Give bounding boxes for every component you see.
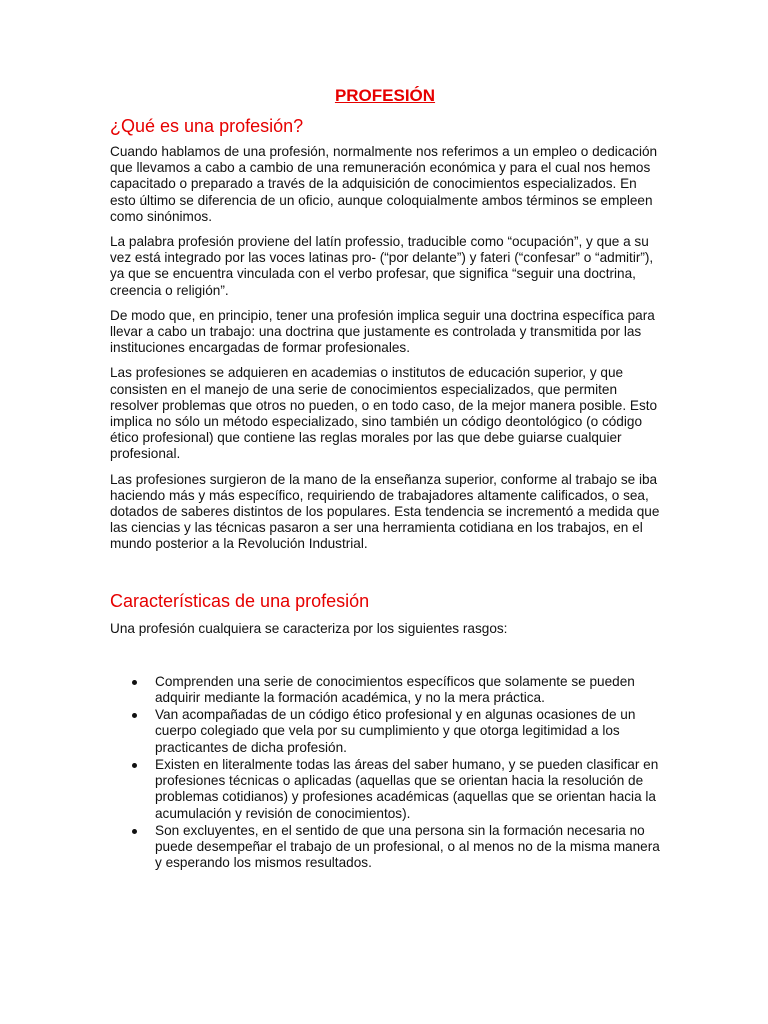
bullet-icon [132,713,137,718]
bullet-icon [132,829,137,834]
characteristics-intro: Una profesión cualquiera se caracteriza por los siguientes rasgos: [110,620,508,636]
section-heading-caracteristicas: Características de una profesión [110,590,370,611]
list-item [110,674,660,706]
paragraph-1: Cuando hablamos de una profesión, normalmente nos referimos a un empleo o dedicación que llevamos a cabo a cambio de una remuneración económica y para el cual nos hemos capacitado o preparado a través de la adquisición de conocimientos especializados. En esto último se diferencia de un oficio, aunque coloquialmente ambos términos se empleen como sinónimos. [110,144,658,224]
characteristics-list [110,674,660,871]
document-title: PROFESIÓN [334,86,436,105]
paragraph-4: Las profesiones se adquieren en academias o institutos de educación superior, y que consisten en el manejo de una serie de conocimientos especializados, que permiten resolver problemas que otros no pueden, o en todo caso, de la mejor manera posible. Esto implica no sólo un método especializado, sino también un código deontológico (o código ético profesional) que contiene las reglas morales por las que debe guiarse cualquier profesional. [110,365,658,462]
list-item [110,823,660,872]
list-item [110,757,660,822]
bullet-icon [132,680,137,685]
list-item-text: Comprenden una serie de conocimientos específicos que solamente se pueden adquirir mediante la formación académica, y no la mera práctica. [155,673,635,706]
paragraph-5: Las profesiones surgieron de la mano de la enseñanza superior, conforme al trabajo se iba haciendo más y más específico, requiriendo de trabajadores altamente calificados, o sea, dotados de saberes distintos de los populares. Esta tendencia se incrementó a medida que las ciencias y las técnicas pasaron a ser una herramienta cotidiana en los trabajos, en el mundo posterior a la Revolución Industrial. [110,471,660,552]
list-item-text: Van acompañadas de un código ético profesional y en algunas ocasiones de un cuerpo colegiado que vela por su cumplimiento y que otorga legitimidad a los practicantes de dicha profesión. [155,707,636,755]
document-page [110,86,660,872]
paragraph-2: La palabra profesión proviene del latín professio, traducible como “ocupación”, y que a su vez está integrado por las voces latinas pro- (“por delante”) y fateri (“confesar” o “admitir”), ya que se encuentra vinculada con el verbo profesar, que significa “seguir una doctrina, creencia o religión”. [110,234,654,298]
list-item-text: Existen en literalmente todas las áreas del saber humano, y se pueden clasificar en profesiones técnicas o aplicadas (aquellas que se orientan hacia la resolución de problemas cotidianos) y profesiones académicas (aquellas que se orientan hacia la acumulación y revisión de conocimientos). [155,756,659,821]
paragraph-3: De modo que, en principio, tener una profesión implica seguir una doctrina específica para llevar a cabo un trabajo: una doctrina que justamente es controlada y transmitida por las instituciones encargadas de formar profesionales. [110,307,655,356]
list-item [110,707,660,756]
section-heading-que-es: ¿Qué es una profesión? [110,116,304,136]
bullet-icon [132,763,137,768]
list-item-text: Son excluyentes, en el sentido de que una persona sin la formación necesaria no puede desempeñar el trabajo de un profesional, o al menos no de la misma manera y esperando los mismos resultados. [155,822,660,871]
